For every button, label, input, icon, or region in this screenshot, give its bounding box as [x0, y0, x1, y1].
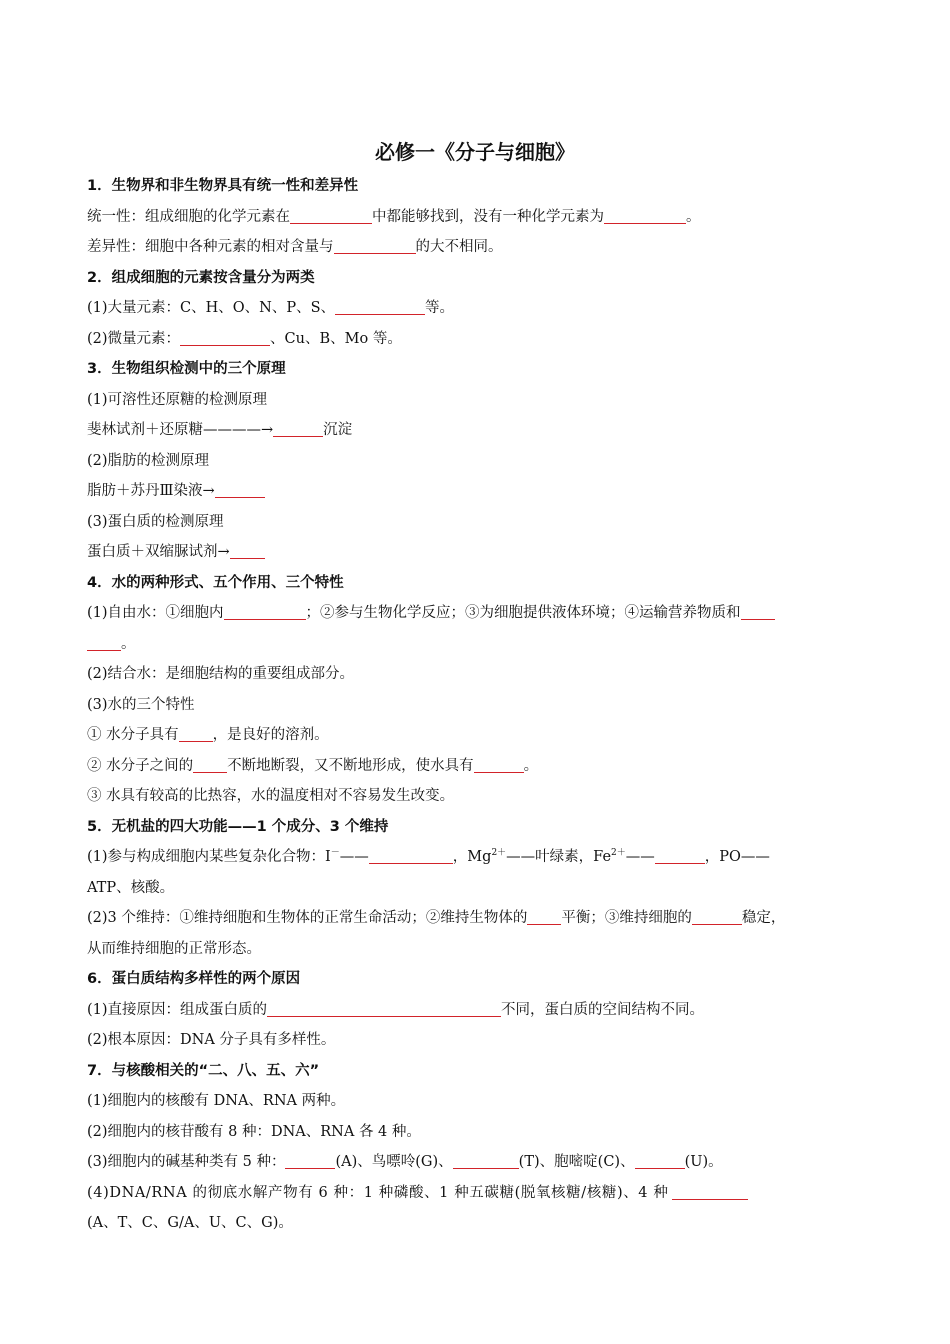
s3-line-5: (3)蛋白质的检测原理	[87, 513, 224, 530]
s4-line-4	[87, 720, 873, 751]
fill-blank[interactable]	[193, 754, 227, 773]
fill-blank[interactable]	[655, 845, 705, 864]
text: (A)、鸟嘌呤(G)、	[335, 1154, 453, 1170]
page-title: 必修一《分子与细胞》	[375, 140, 575, 164]
s3-line-4	[87, 476, 873, 507]
text: (4)DNA/RNA 的彻底水解产物有 6 种：1 种磷酸、1 种五碳糖(脱氧核糖/核糖)、4 种	[87, 1184, 669, 1201]
text: (T)、胞嘧啶(C)、	[518, 1154, 635, 1170]
s3-line-3: (2)脂肪的检测原理	[87, 452, 210, 469]
section-1-heading: 1．生物界和非生物界具有统一性和差异性	[87, 178, 359, 194]
text: 脂肪＋苏丹Ⅲ染液→	[87, 483, 215, 499]
s7-line-5: (A、T、C、G/A、U、C、G)。	[87, 1215, 293, 1231]
s2-line-1	[87, 293, 873, 324]
text: ——	[339, 849, 369, 865]
text: ；②参与生物化学反应；③为细胞提供液体环境；④运输营养物质和	[305, 605, 741, 621]
document-body	[87, 171, 873, 1239]
s2-line-2	[87, 324, 873, 355]
s4-line-5	[87, 751, 873, 782]
fill-blank[interactable]	[334, 235, 416, 254]
fill-blank[interactable]	[474, 754, 524, 773]
s4-line-2: (2)结合水：是细胞结构的重要组成部分。	[87, 666, 355, 682]
s6-line-1	[87, 995, 873, 1026]
text: 斐林试剂＋还原糖————→	[87, 422, 274, 438]
text: ——叶绿素，Fe	[506, 849, 612, 865]
text: 沉淀	[323, 422, 353, 438]
text: (1)直接原因：组成蛋白质的	[87, 1001, 268, 1018]
text: 不同，蛋白质的空间结构不同。	[501, 1001, 705, 1018]
superscript: 2＋	[491, 848, 507, 858]
text: ② 水分子之间的	[87, 757, 194, 774]
text: (1)参与构成细胞内某些复杂化合物：I	[87, 849, 331, 865]
s1-line-2	[87, 232, 873, 263]
text: (2)微量元素：	[87, 330, 181, 347]
superscript: 2＋	[611, 848, 626, 858]
fill-blank[interactable]	[369, 845, 453, 864]
s7-line-4	[87, 1178, 873, 1209]
text: 。	[686, 208, 701, 225]
text: 的大不相同。	[415, 239, 503, 255]
s7-line-1: (1)细胞内的核酸有 DNA、RNA 两种。	[87, 1093, 346, 1109]
text: 差异性：细胞中各种元素的相对含量与	[87, 239, 334, 255]
text: 平衡；③维持细胞的	[561, 910, 692, 926]
text: 、Cu、B、Mo 等。	[270, 330, 402, 347]
fill-blank[interactable]	[527, 906, 561, 925]
fill-blank[interactable]	[741, 601, 775, 620]
text: (U)。	[684, 1154, 723, 1170]
text: 等。	[425, 300, 455, 316]
s3-line-2	[87, 415, 873, 446]
s3-line-1: (1)可溶性还原糖的检测原理	[87, 391, 268, 408]
fill-blank[interactable]	[604, 205, 686, 224]
text: (1)自由水：①细胞内	[87, 605, 224, 621]
fill-blank[interactable]	[692, 906, 742, 925]
text: 中都能够找到，没有一种化学元素为	[372, 208, 604, 225]
s6-line-2: (2)根本原因：DNA 分子具有多样性。	[87, 1032, 336, 1048]
s5-line-3	[87, 903, 873, 934]
text: ，PO——	[704, 849, 770, 865]
text: ，是良好的溶剂。	[212, 727, 329, 743]
text: ① 水分子具有	[87, 727, 179, 743]
text: ——	[625, 849, 655, 865]
s4-line-1	[87, 598, 873, 629]
fill-blank[interactable]	[224, 601, 306, 620]
text: (3)细胞内的碱基种类有 5 种：	[87, 1154, 286, 1170]
s5-line-4: 从而维持细胞的正常形态。	[87, 940, 261, 957]
section-2-heading: 2．组成细胞的元素按含量分为两类	[87, 269, 315, 286]
s5-line-1	[87, 842, 873, 873]
text: 蛋白质＋双缩脲试剂→	[87, 544, 230, 560]
fill-blank[interactable]	[273, 418, 323, 437]
superscript: －	[330, 848, 340, 858]
text: 。	[523, 757, 539, 774]
fill-blank[interactable]	[87, 632, 121, 651]
section-4-heading: 4．水的两种形式、五个作用、三个特性	[87, 574, 344, 591]
fill-blank[interactable]	[215, 479, 265, 498]
s4-line-1-cont	[87, 629, 873, 660]
s7-line-3	[87, 1147, 873, 1178]
s5-line-2: ATP、核酸。	[87, 879, 175, 896]
section-3-heading: 3．生物组织检测中的三个原理	[87, 361, 286, 377]
s1-line-1	[87, 202, 873, 233]
section-5-heading: 5．无机盐的四大功能——1 个成分、3 个维持	[87, 818, 389, 835]
text: (1)大量元素：C、H、O、N、P、S、	[87, 300, 336, 316]
s4-line-6: ③ 水具有较高的比热容，水的温度相对不容易发生改变。	[87, 788, 455, 804]
fill-blank[interactable]	[180, 327, 270, 346]
s7-line-2: (2)细胞内的核苷酸有 8 种：DNA、RNA 各 4 种。	[87, 1123, 421, 1140]
section-7-heading: 7．与核酸相关的“二、八、五、六”	[87, 1062, 320, 1079]
fill-blank[interactable]	[335, 296, 425, 315]
text: ，Mg	[452, 849, 492, 865]
fill-blank[interactable]	[290, 205, 372, 224]
fill-blank[interactable]	[672, 1181, 748, 1200]
fill-blank[interactable]	[179, 723, 213, 742]
text: 稳定，	[741, 910, 786, 926]
fill-blank[interactable]	[285, 1150, 335, 1169]
text: 不断地断裂，又不断地形成，使水具有	[227, 757, 474, 774]
fill-blank[interactable]	[267, 998, 501, 1017]
fill-blank[interactable]	[230, 540, 265, 559]
fill-blank[interactable]	[453, 1150, 519, 1169]
text: (2)3 个维持：①维持细胞和生物体的正常生命活动；②维持生物体的	[87, 910, 528, 926]
s3-line-6	[87, 537, 873, 568]
section-6-heading: 6．蛋白质结构多样性的两个原因	[87, 971, 301, 987]
s4-line-3: (3)水的三个特性	[87, 696, 195, 713]
text: 统一性：组成细胞的化学元素在	[87, 208, 290, 225]
text: 。	[121, 635, 136, 652]
fill-blank[interactable]	[635, 1150, 685, 1169]
